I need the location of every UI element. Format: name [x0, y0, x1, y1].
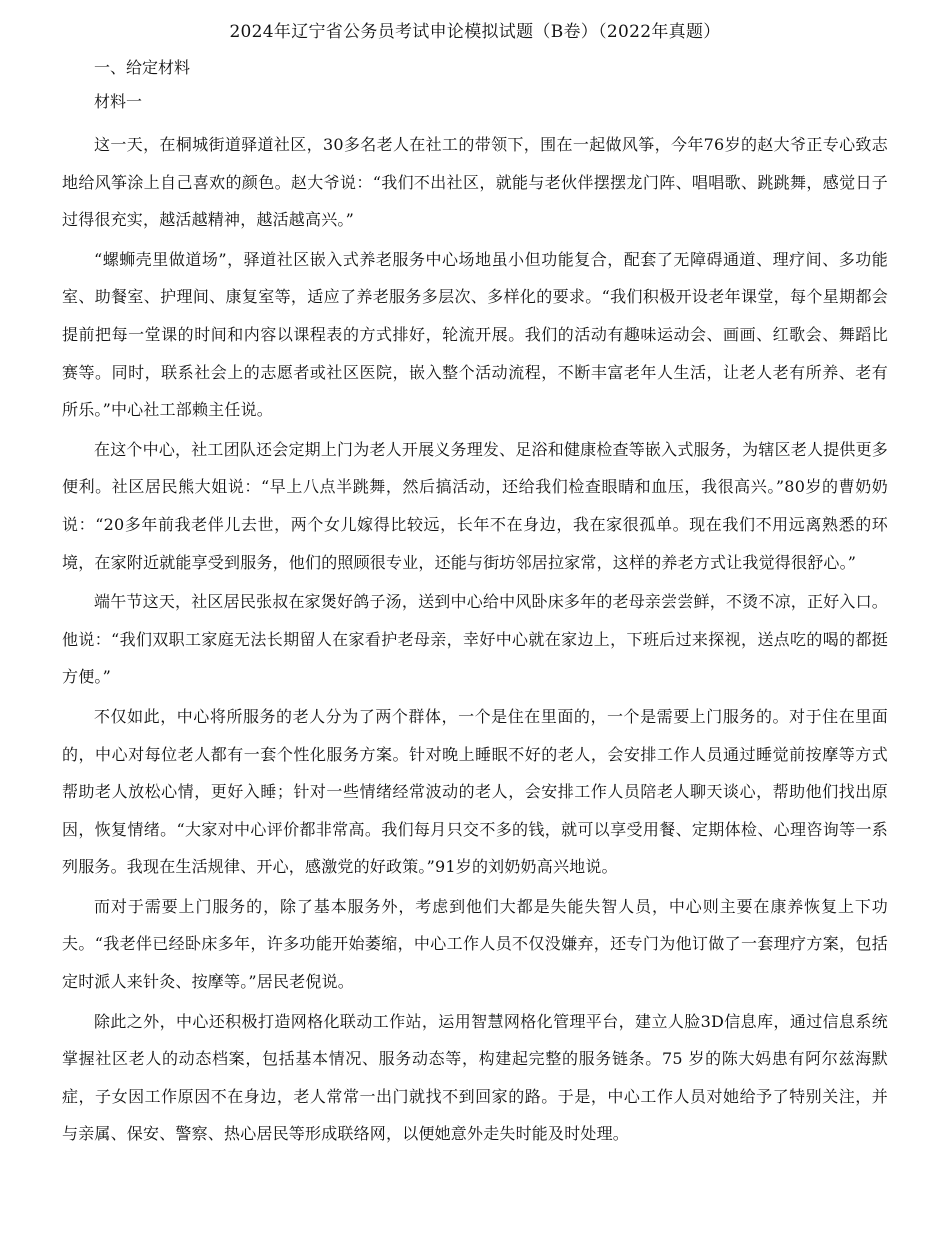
paragraph-7: 除此之外，中心还积极打造网格化联动工作站，运用智慧网格化管理平台，建立人脸3D信息库，通过信息系统掌握社区老人的动态档案，包括基本情况、服务动态等，构建起完整的服务链条。75 岁的陈大妈患有阿尔兹海默症，子女因工作原因不在身边，老人常常一出门就找不到回家的路。于是，中心工作人员对她给予了特别关注，并与亲属、保安、警察、热心居民等形成联络网，以便她意外走失时能及时处理。 [62, 1011, 888, 1144]
section-heading: 一、给定材料 [94, 58, 191, 77]
paragraph-3: 在这个中心，社工团队还会定期上门为老人开展义务理发、足浴和健康检查等嵌入式服务，为辖区老人提供更多便利。社区居民熊大姐说：“早上八点半跳舞，然后搞活动，还给我们检查眼睛和血压，我很高兴。”80岁的曹奶奶说：“20多年前我老伴儿去世，两个女儿嫁得比较远，长年不在身边，我在家很孤单。现在我们不用远离熟悉的环境，在家附近就能享受到服务，他们的照顾很专业，还能与街坊邻居拉家常，这样的养老方式让我觉得很舒心。” [62, 439, 888, 572]
paragraph-4: 端午节这天，社区居民张叔在家煲好鸽子汤，送到中心给中风卧床多年的老母亲尝尝鲜，不烫不凉，正好入口。他说：“我们双职工家庭无法长期留人在家看护老母亲，幸好中心就在家边上，下班后过来探视，送点吃的喝的都挺方便。” [62, 592, 888, 687]
paragraph-6: 而对于需要上门服务的，除了基本服务外，考虑到他们大都是失能失智人员，中心则主要在康养恢复上下功夫。“我老伴已经卧床多年，许多功能开始萎缩，中心工作人员不仅没嫌弃，还专门为他订做了一套理疗方案，包括定时派人来针灸、按摩等。”居民老倪说。 [62, 896, 888, 992]
paragraph-1: 这一天，在桐城街道驿道社区，30多名老人在社工的带领下，围在一起做风筝，今年76岁的赵大爷正专心致志地给风筝涂上自己喜欢的颜色。赵大爷说：“我们不出社区，就能与老伙伴摆摆龙门阵、唱唱歌、跳跳舞，感觉日子过得很充实，越活越精神，越活越高兴。” [62, 135, 888, 230]
paragraph-2: “螺蛳壳里做道场”，驿道社区嵌入式养老服务中心场地虽小但功能复合，配套了无障碍通道、理疗间、多功能室、助餐室、护理间、康复室等，适应了养老服务多层次、多样化的要求。“我们积极开设老年课堂，每个星期都会提前把每一堂课的时间和内容以课程表的方式排好，轮流开展。我们的活动有趣味运动会、画画、红歌会、舞蹈比赛等。同时，联系社会上的志愿者或社区医院，嵌入整个活动流程，不断丰富老年人生活，让老人老有所养、老有所乐。”中心社工部赖主任说。 [62, 249, 888, 420]
document-title: 2024年辽宁省公务员考试申论模拟试题（B卷）（2022年真题） [229, 22, 721, 42]
paragraph-5: 不仅如此，中心将所服务的老人分为了两个群体，一个是住在里面的，一个是需要上门服务的。对于住在里面的，中心对每位老人都有一套个性化服务方案。针对晚上睡眠不好的老人，会安排工作人员通过睡觉前按摩等方式帮助老人放松心情，更好入睡；针对一些情绪经常波动的老人，会安排工作人员陪老人聊天谈心，帮助他们找出原因，恢复情绪。“大家对中心评价都非常高。我们每月只交不多的钱，就可以享受用餐、定期体检、心理咨询等一系列服务。我现在生活规律、开心，感激党的好政策。”91岁的刘奶奶高兴地说。 [62, 706, 888, 877]
material-heading: 材料一 [94, 92, 143, 111]
